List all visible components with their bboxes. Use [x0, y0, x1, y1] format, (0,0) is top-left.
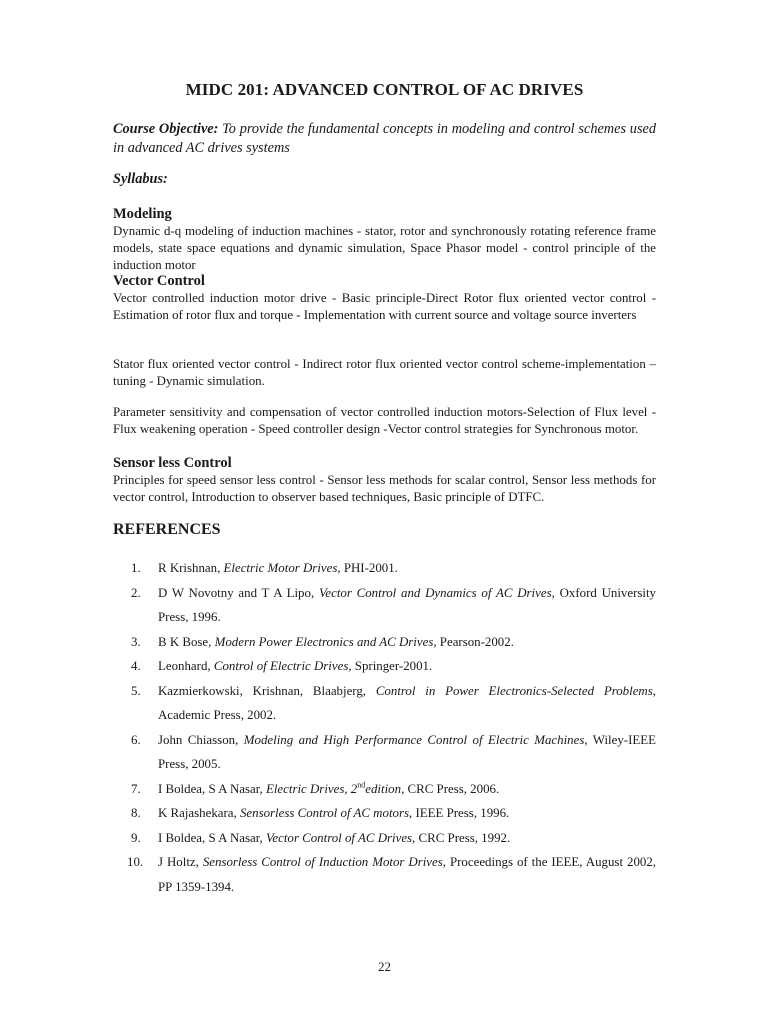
- references-list: [113, 556, 656, 899]
- reference-publisher: , Proceedings of the IEEE, August 2002, PP 1359-1394.: [158, 855, 656, 894]
- syllabus-label: Syllabus:: [113, 171, 168, 187]
- reference-publisher: , PHI-2001.: [337, 561, 398, 575]
- section-paragraph: Vector controlled induction motor drive - Basic principle-Direct Rotor flux oriented vector control - Estimation of rotor flux and torque - Implementation with current source and voltage source inverters: [113, 291, 656, 322]
- course-objective-label: Course Objective:: [113, 121, 219, 137]
- section-heading-sensorless-control: Sensor less Control: [113, 455, 232, 471]
- reference-superscript: nd: [357, 780, 366, 790]
- reference-number: 8.: [131, 806, 141, 820]
- reference-item: [113, 581, 656, 630]
- reference-authors: Leonhard,: [158, 659, 214, 673]
- reference-title-suffix: edition: [365, 781, 402, 796]
- page-title: MIDC 201: ADVANCED CONTROL OF AC DRIVES: [185, 80, 584, 99]
- section-paragraph: Parameter sensitivity and compensation of vector controlled induction motors-Selection of Flux level - Flux weakening operation - Speed controller design -Vector control strategies for Synchronous motor.: [113, 405, 656, 436]
- reference-number: 4.: [131, 659, 141, 673]
- reference-number: 1.: [131, 561, 141, 575]
- reference-authors: John Chiasson,: [158, 732, 244, 747]
- reference-item: [113, 630, 656, 655]
- reference-authors: J Holtz,: [158, 855, 203, 869]
- reference-title: Vector Control of AC Drives,: [265, 830, 416, 845]
- reference-publisher: , Springer-2001.: [348, 659, 433, 673]
- reference-authors: R Krishnan,: [158, 561, 224, 575]
- reference-authors: I Boldea, S A Nasar,: [158, 781, 266, 796]
- reference-number: 6.: [131, 732, 141, 747]
- section-paragraph: Stator flux oriented vector control - Indirect rotor flux oriented vector control scheme-implementation – tuning - Dynamic simulation.: [113, 357, 656, 388]
- reference-title: Modern Power Electronics and AC Drives: [214, 634, 434, 649]
- reference-title: Electric Drives, 2: [265, 781, 358, 796]
- reference-authors: I Boldea, S A Nasar,: [158, 830, 266, 845]
- reference-publisher: , Academic Press, 2002.: [158, 683, 656, 722]
- reference-title: Sensorless Control of Induction Motor Drives: [202, 855, 443, 869]
- reference-publisher: , IEEE Press, 1996.: [409, 806, 510, 820]
- reference-title: Control of Electric Drives: [213, 659, 349, 673]
- reference-number: 10.: [127, 855, 144, 869]
- reference-publisher: CRC Press, 1992.: [415, 830, 511, 845]
- section-paragraph: Principles for speed sensor less control - Sensor less methods for scalar control, Sensor less methods for vector control, Introduction to observer based techniques, Basic principle of DTFC.: [113, 473, 656, 504]
- reference-authors: D W Novotny and T A Lipo,: [158, 585, 319, 600]
- reference-number: 3.: [131, 634, 141, 649]
- reference-number: 5.: [131, 683, 141, 698]
- reference-publisher: , Pearson-2002.: [433, 634, 514, 649]
- reference-number: 2.: [131, 585, 141, 600]
- section-paragraph: Dynamic d-q modeling of induction machines - stator, rotor and synchronously rotating reference frame models, state space equations and dynamic simulation, Space Phasor model - control principle of the induction motor: [113, 224, 656, 272]
- reference-number: 7.: [131, 781, 141, 796]
- reference-title: Electric Motor Drives: [223, 561, 338, 575]
- references-heading: REFERENCES: [113, 521, 221, 538]
- reference-title: Vector Control and Dynamics of AC Drives: [318, 585, 552, 600]
- reference-publisher: , Wiley-IEEE Press, 2005.: [158, 732, 656, 771]
- reference-item: [113, 556, 656, 581]
- reference-number: 9.: [131, 830, 141, 845]
- reference-item: [113, 679, 656, 728]
- reference-title: Control in Power Electronics-Selected Problems: [375, 683, 653, 698]
- reference-authors: K Rajashekara,: [158, 806, 240, 820]
- course-objective: [113, 120, 656, 158]
- page-number: 22: [378, 959, 391, 974]
- reference-publisher: , Oxford University Press, 1996.: [158, 585, 656, 624]
- reference-title: Sensorless Control of AC motors: [239, 806, 410, 820]
- reference-item: [113, 728, 656, 777]
- reference-item: [113, 801, 656, 826]
- reference-item: [113, 777, 656, 802]
- reference-authors: B K Bose,: [158, 634, 215, 649]
- section-heading-vector-control: Vector Control: [113, 273, 205, 289]
- reference-authors: Kazmierkowski, Krishnan, Blaabjerg,: [158, 683, 376, 698]
- reference-item: [113, 850, 656, 899]
- course-objective-text: To provide the fundamental concepts in modeling and control schemes used in advanced AC drives systems: [113, 121, 657, 156]
- reference-item: [113, 654, 656, 679]
- reference-item: [113, 826, 656, 851]
- reference-publisher: , CRC Press, 2006.: [401, 781, 500, 796]
- reference-title: Modeling and High Performance Control of Electric Machines: [243, 732, 585, 747]
- section-heading-modeling: Modeling: [113, 206, 172, 222]
